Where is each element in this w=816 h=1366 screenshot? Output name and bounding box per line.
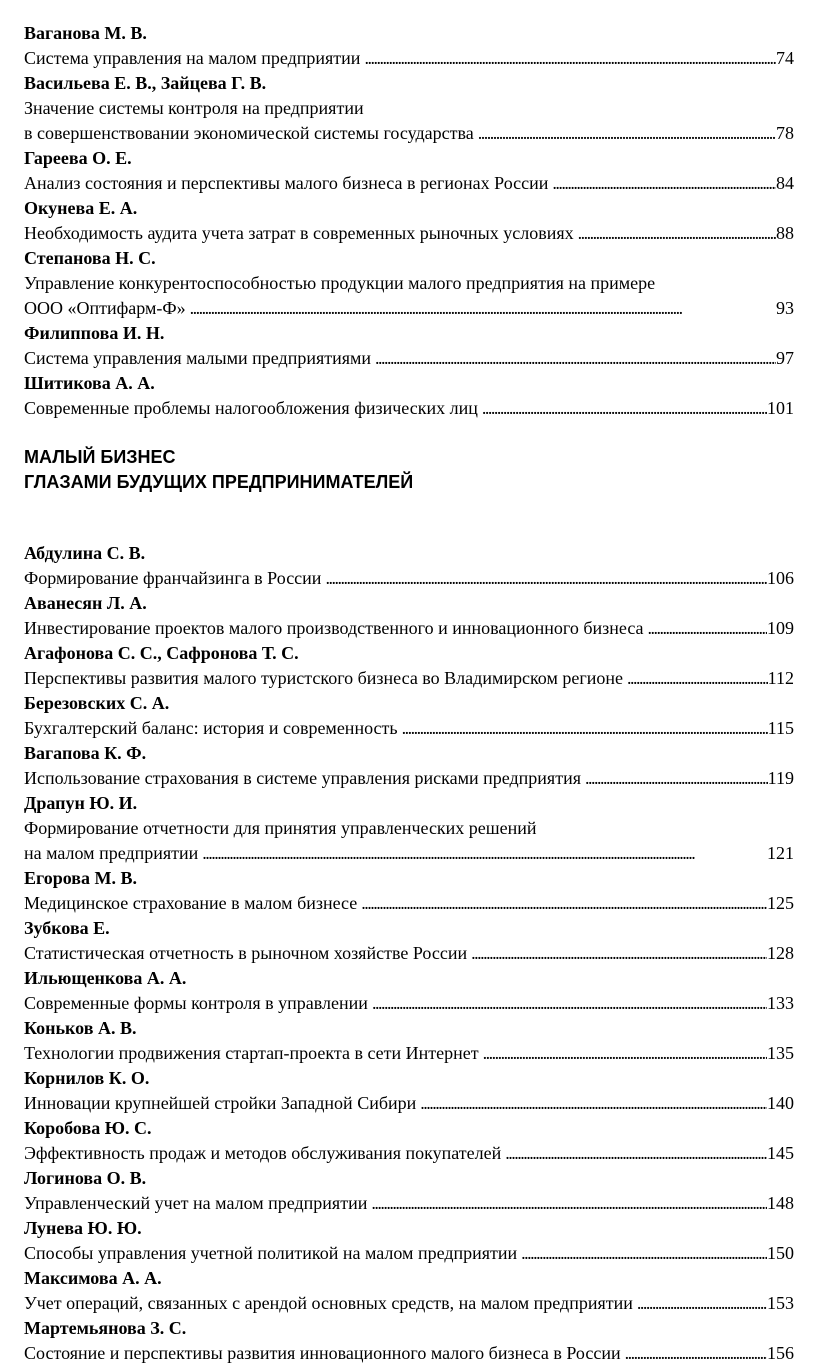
page-number: 125 — [767, 893, 794, 913]
entry-title: Учет операций, связанных с арендой основных средств, на малом предприятии — [24, 1293, 633, 1313]
entry-author: Степанова Н. С. — [24, 248, 156, 268]
dot-leader — [581, 766, 768, 791]
dot-leader — [479, 1041, 767, 1066]
entry-title: Бухгалтерский баланс: история и современность — [24, 718, 398, 738]
toc-group-2 — [24, 541, 794, 1366]
dot-leader — [198, 841, 767, 866]
entry-title: ООО «Оптифарм-Ф» — [24, 298, 186, 318]
entry-title-row — [24, 1191, 794, 1216]
entry-author: Мартемьянова З. С. — [24, 1318, 187, 1338]
table-of-contents — [24, 21, 794, 1366]
entry-title-row — [24, 1341, 794, 1366]
entry-title: Современные формы контроля в управлении — [24, 993, 368, 1013]
entry-title-row — [24, 346, 794, 371]
dot-leader — [548, 171, 776, 196]
entry-title: Необходимость аудита учета затрат в современных рыночных условиях — [24, 223, 574, 243]
entry-title-row — [24, 171, 794, 196]
entry-author: Логинова О. В. — [24, 1168, 147, 1188]
entry-title-row — [24, 941, 794, 966]
entry-author: Лунева Ю. Ю. — [24, 1218, 142, 1238]
dot-leader — [633, 1291, 767, 1316]
entry-title: на малом предприятии — [24, 843, 199, 863]
page-number: 88 — [776, 223, 794, 243]
dot-leader — [474, 121, 776, 146]
page-number: 153 — [767, 1293, 794, 1313]
toc-entry — [24, 21, 794, 71]
toc-entry — [24, 1066, 794, 1116]
page-number: 115 — [767, 718, 794, 738]
entry-title: Система управления на малом предприятии — [24, 48, 361, 68]
dot-leader — [367, 1191, 767, 1216]
page-number: 106 — [767, 568, 794, 588]
page-number: 156 — [767, 1343, 794, 1363]
dot-leader — [501, 1141, 767, 1166]
dot-leader — [574, 221, 776, 246]
toc-entry — [24, 146, 794, 196]
entry-title-row — [24, 566, 794, 591]
entry-title: Анализ состояния и перспективы малого бизнеса в регионах России — [24, 173, 549, 193]
page-number: 101 — [767, 398, 794, 418]
entry-author: Коньков А. В. — [24, 1018, 137, 1038]
page-number: 112 — [767, 668, 794, 688]
entry-title-row — [24, 766, 794, 791]
toc-entry — [24, 741, 794, 791]
entry-author: Ильющенкова А. А. — [24, 968, 187, 988]
entry-author: Окунева Е. А. — [24, 198, 138, 218]
toc-entry — [24, 246, 794, 321]
entry-title-row — [24, 841, 794, 866]
dot-leader — [357, 891, 767, 916]
entry-title: Использование страхования в системе управления рисками предприятия — [24, 768, 581, 788]
dot-leader — [371, 346, 776, 371]
entry-title: в совершенствовании экономической системы государства — [24, 123, 474, 143]
section-heading-line-1: МАЛЫЙ БИЗНЕС — [24, 447, 176, 467]
toc-entry — [24, 966, 794, 1016]
page-number: 119 — [767, 768, 794, 788]
entry-author: Абдулина С. В. — [24, 543, 146, 563]
entry-author: Березовских С. А. — [24, 693, 170, 713]
dot-leader — [478, 396, 767, 421]
toc-entry — [24, 691, 794, 741]
entry-author: Егорова М. В. — [24, 868, 138, 888]
dot-leader — [517, 1241, 767, 1266]
entry-title-row — [24, 46, 794, 71]
dot-leader — [416, 1091, 767, 1116]
toc-entry — [24, 916, 794, 966]
entry-title: Способы управления учетной политикой на малом предприятии — [24, 1243, 518, 1263]
toc-entry — [24, 591, 794, 641]
page-number: 93 — [776, 298, 794, 318]
entry-title: Формирование франчайзинга в России — [24, 568, 322, 588]
dot-leader — [186, 296, 776, 321]
page-number: 150 — [767, 1243, 794, 1263]
toc-entry — [24, 641, 794, 691]
toc-entry — [24, 866, 794, 916]
page-number: 121 — [767, 843, 794, 863]
entry-title-row — [24, 616, 794, 641]
entry-title: Состояние и перспективы развития инновационного малого бизнеса в России — [24, 1343, 621, 1363]
toc-entry — [24, 791, 794, 866]
page-number: 74 — [776, 48, 794, 68]
entry-title: Медицинское страхование в малом бизнесе — [24, 893, 358, 913]
entry-title-row — [24, 1241, 794, 1266]
entry-author: Шитикова А. А. — [24, 373, 155, 393]
page-number: 140 — [767, 1093, 794, 1113]
page-number: 148 — [767, 1193, 794, 1213]
entry-author: Ваганова М. В. — [24, 23, 147, 43]
entry-author: Драпун Ю. И. — [24, 793, 138, 813]
entry-title-row — [24, 121, 794, 146]
entry-title-row — [24, 296, 794, 321]
dot-leader — [467, 941, 767, 966]
entry-title-row — [24, 991, 794, 1016]
entry-author: Гареева О. Е. — [24, 148, 132, 168]
toc-group-1 — [24, 21, 794, 421]
page-number: 128 — [767, 943, 794, 963]
entry-title-row — [24, 221, 794, 246]
entry-title-line: Управление конкурентоспособностью продукции малого предприятия на примере — [24, 273, 656, 293]
entry-title: Технологии продвижения стартап-проекта в сети Интернет — [24, 1043, 479, 1063]
entry-title-row — [24, 666, 794, 691]
dot-leader — [398, 716, 768, 741]
entry-title-row — [24, 716, 794, 741]
toc-entry — [24, 1216, 794, 1266]
entry-title-row — [24, 891, 794, 916]
entry-author: Зубкова Е. — [24, 918, 110, 938]
entry-title: Инвестирование проектов малого производственного и инновационного бизнеса — [24, 618, 644, 638]
entry-title-row — [24, 396, 794, 421]
page-number: 145 — [767, 1143, 794, 1163]
entry-author: Аванесян Л. А. — [24, 593, 147, 613]
toc-entry — [24, 71, 794, 146]
page-number: 133 — [767, 993, 794, 1013]
toc-entry — [24, 371, 794, 421]
toc-entry — [24, 1316, 794, 1366]
entry-author: Филиппова И. Н. — [24, 323, 165, 343]
dot-leader — [623, 666, 768, 691]
entry-author: Корнилов К. О. — [24, 1068, 150, 1088]
toc-entry — [24, 196, 794, 246]
dot-leader — [321, 566, 767, 591]
entry-author: Васильева Е. В., Зайцева Г. В. — [24, 73, 267, 93]
entry-title: Инновации крупнейшей стройки Западной Сибири — [24, 1093, 417, 1113]
entry-author: Коробова Ю. С. — [24, 1118, 152, 1138]
section-heading — [24, 445, 794, 495]
page-number: 97 — [776, 348, 794, 368]
entry-title: Перспективы развития малого туристского бизнеса во Владимирском регионе — [24, 668, 623, 688]
entry-author: Вагапова К. Ф. — [24, 743, 147, 763]
entry-author: Максимова А. А. — [24, 1268, 162, 1288]
toc-entry — [24, 321, 794, 371]
entry-title: Система управления малыми предприятиями — [24, 348, 372, 368]
toc-entry — [24, 1016, 794, 1066]
entry-title-line: Значение системы контроля на предприятии — [24, 98, 364, 118]
entry-title-row — [24, 1041, 794, 1066]
dot-leader — [360, 46, 776, 71]
entry-title-line: Формирование отчетности для принятия управленческих решений — [24, 818, 537, 838]
dot-leader — [368, 991, 767, 1016]
toc-entry — [24, 1116, 794, 1166]
page-number: 78 — [776, 123, 794, 143]
section-heading-line-2: ГЛАЗАМИ БУДУЩИХ ПРЕДПРИНИМАТЕЛЕЙ — [24, 472, 414, 492]
entry-author: Агафонова С. С., Сафронова Т. С. — [24, 643, 299, 663]
toc-entry — [24, 1266, 794, 1316]
toc-entry — [24, 1166, 794, 1216]
dot-leader — [621, 1341, 767, 1366]
entry-title-row — [24, 1291, 794, 1316]
page-number: 109 — [767, 618, 794, 638]
dot-leader — [644, 616, 767, 641]
entry-title-row — [24, 1141, 794, 1166]
toc-entry — [24, 541, 794, 591]
entry-title: Управленческий учет на малом предприятии — [24, 1193, 368, 1213]
entry-title: Современные проблемы налогообложения физических лиц — [24, 398, 478, 418]
entry-title: Эффективность продаж и методов обслуживания покупателей — [24, 1143, 502, 1163]
entry-title: Статистическая отчетность в рыночном хозяйстве России — [24, 943, 468, 963]
page-number: 135 — [767, 1043, 794, 1063]
entry-title-row — [24, 1091, 794, 1116]
page-number: 84 — [776, 173, 794, 193]
